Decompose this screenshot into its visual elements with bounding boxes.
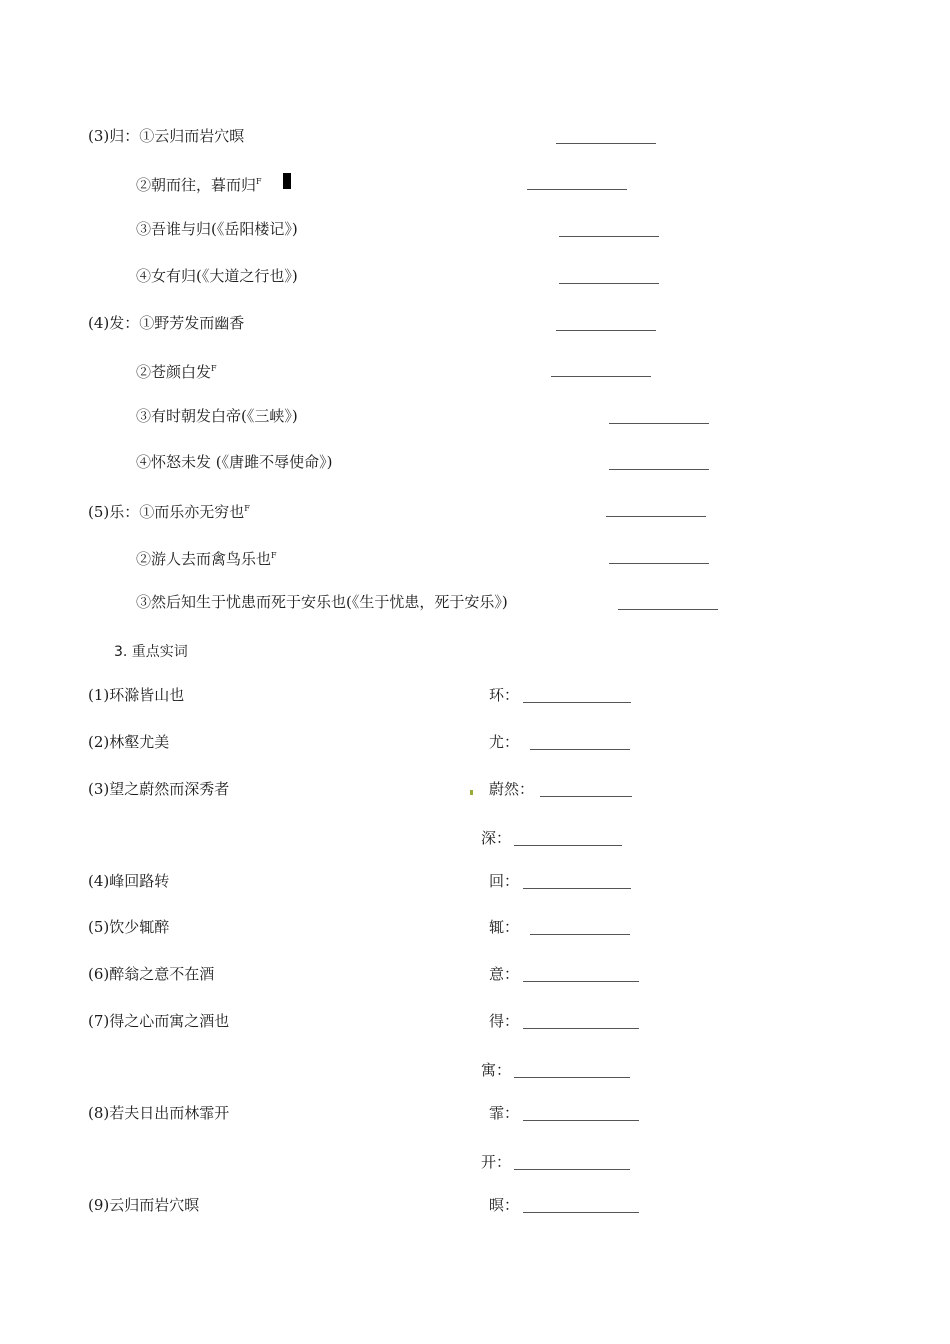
answer-blank[interactable] xyxy=(514,845,622,846)
polysemy-gui-3 xyxy=(136,219,298,239)
polysemy-fa-4 xyxy=(136,452,333,472)
item-text: 云归而岩穴暝 xyxy=(109,1196,200,1214)
item-number: (8) xyxy=(88,1104,110,1122)
content-word-9 xyxy=(88,1195,199,1215)
item-number: ③ xyxy=(136,220,152,238)
item-number: ④ xyxy=(136,267,152,285)
answer-label: 辄： xyxy=(489,918,520,936)
polysemy-fa-2 xyxy=(136,359,217,379)
answer-blank[interactable] xyxy=(530,749,630,750)
item-number: ② xyxy=(136,363,152,381)
item-text: 而乐亦无穷也 xyxy=(154,503,245,521)
item-text: 有时朝发白帝(《三峡》) xyxy=(151,407,298,425)
item-text: 饮少辄醉 xyxy=(109,918,170,936)
answer-blank[interactable] xyxy=(618,609,718,610)
content-word-4 xyxy=(88,871,169,891)
answer-blank[interactable] xyxy=(527,189,627,190)
answer-blank[interactable] xyxy=(523,1212,639,1213)
footnote-mark: F xyxy=(271,551,277,560)
item-text: 峰回路转 xyxy=(109,872,170,890)
item-text: 野芳发而幽香 xyxy=(154,314,245,332)
answer-blank[interactable] xyxy=(514,1169,630,1170)
content-word-1 xyxy=(88,685,184,705)
item-number: ② xyxy=(136,176,152,194)
answer-label: 环： xyxy=(489,686,520,704)
answer-blank[interactable] xyxy=(556,143,656,144)
item-number: ① xyxy=(139,503,155,521)
item-text: 然后知生于忧患而死于安乐也(《生于忧患，死于安乐》) xyxy=(151,593,508,611)
answer-blank[interactable] xyxy=(523,888,631,889)
answer-label: 回： xyxy=(489,872,520,890)
content-word-8 xyxy=(88,1103,229,1123)
item-number: ② xyxy=(136,550,152,568)
item-number: (6) xyxy=(88,965,110,983)
answer-blank[interactable] xyxy=(609,423,709,424)
item-text: 云归而岩穴暝 xyxy=(154,127,245,145)
answer-blank[interactable] xyxy=(523,1028,639,1029)
polysemy-le-3 xyxy=(136,592,508,612)
answer-label-row xyxy=(489,732,519,752)
stray-mark xyxy=(470,790,473,795)
answer-blank[interactable] xyxy=(523,981,639,982)
item-text: 苍颜白发 xyxy=(151,363,212,381)
answer-label: 蔚然： xyxy=(489,780,535,798)
item-number: ① xyxy=(139,127,155,145)
content-word-7 xyxy=(88,1011,229,1031)
polysemy-fa-1 xyxy=(88,313,244,333)
answer-blank[interactable] xyxy=(606,516,706,517)
content-word-6 xyxy=(88,964,214,984)
answer-label: 尤： xyxy=(489,733,520,751)
polysemy-gui-1 xyxy=(88,126,244,146)
polysemy-le-1 xyxy=(88,499,250,519)
item-text: 醉翁之意不在酒 xyxy=(109,965,215,983)
item-text: 朝而往，暮而归 xyxy=(151,176,257,194)
item-text: 游人去而禽鸟乐也 xyxy=(151,550,272,568)
answer-blank[interactable] xyxy=(559,236,659,237)
answer-blank[interactable] xyxy=(609,469,709,470)
polysemy-le-2 xyxy=(136,546,277,566)
item-text: 望之蔚然而深秀者 xyxy=(109,780,230,798)
answer-label: 暝： xyxy=(489,1196,520,1214)
footnote-mark: F xyxy=(211,364,217,373)
answer-blank[interactable] xyxy=(559,283,659,284)
item-text: 怀怒未发 (《唐雎不辱使命》) xyxy=(151,453,333,471)
polysemy-le-head: (5)乐： xyxy=(88,503,140,521)
polysemy-gui-4 xyxy=(136,266,298,286)
answer-label: 深： xyxy=(481,829,512,847)
answer-blank[interactable] xyxy=(523,1120,639,1121)
answer-blank[interactable] xyxy=(514,1077,630,1078)
item-number: ④ xyxy=(136,453,152,471)
answer-blank[interactable] xyxy=(609,563,709,564)
section-title: 3. 重点实词 xyxy=(114,644,188,660)
answer-label: 开： xyxy=(481,1153,512,1171)
item-number: (1) xyxy=(88,686,110,704)
footnote-mark: F xyxy=(244,504,250,513)
answer-label: 得： xyxy=(489,1012,520,1030)
answer-blank[interactable] xyxy=(540,796,632,797)
item-number: ③ xyxy=(136,593,152,611)
content-word-3 xyxy=(88,779,229,799)
item-number: (4) xyxy=(88,872,110,890)
item-text: 女有归(《大道之行也》) xyxy=(151,267,298,285)
answer-blank[interactable] xyxy=(523,702,631,703)
polysemy-fa-3 xyxy=(136,406,298,426)
polysemy-fa-head: (4)发： xyxy=(88,314,140,332)
item-text: 得之心而寓之酒也 xyxy=(109,1012,230,1030)
answer-blank[interactable] xyxy=(556,330,656,331)
item-number: (9) xyxy=(88,1196,110,1214)
footnote-mark: F xyxy=(256,177,262,186)
item-text: 若夫日出而林霏开 xyxy=(109,1104,230,1122)
black-block-mark xyxy=(283,173,291,189)
answer-blank[interactable] xyxy=(551,376,651,377)
item-text: 环滁皆山也 xyxy=(109,686,185,704)
item-number: (2) xyxy=(88,733,110,751)
answer-label: 霏： xyxy=(489,1104,520,1122)
item-number: (5) xyxy=(88,918,110,936)
item-text: 林壑尤美 xyxy=(109,733,170,751)
answer-blank[interactable] xyxy=(530,934,630,935)
polysemy-gui-head: (3)归： xyxy=(88,127,140,145)
item-number: (7) xyxy=(88,1012,110,1030)
item-number: ③ xyxy=(136,407,152,425)
answer-label: 寓： xyxy=(481,1061,512,1079)
item-text: 吾谁与归(《岳阳楼记》) xyxy=(151,220,298,238)
item-number: ① xyxy=(139,314,155,332)
content-word-2 xyxy=(88,732,169,752)
polysemy-gui-2 xyxy=(136,172,262,192)
answer-label: 意： xyxy=(489,965,520,983)
item-number: (3) xyxy=(88,780,110,798)
content-word-5 xyxy=(88,917,169,937)
